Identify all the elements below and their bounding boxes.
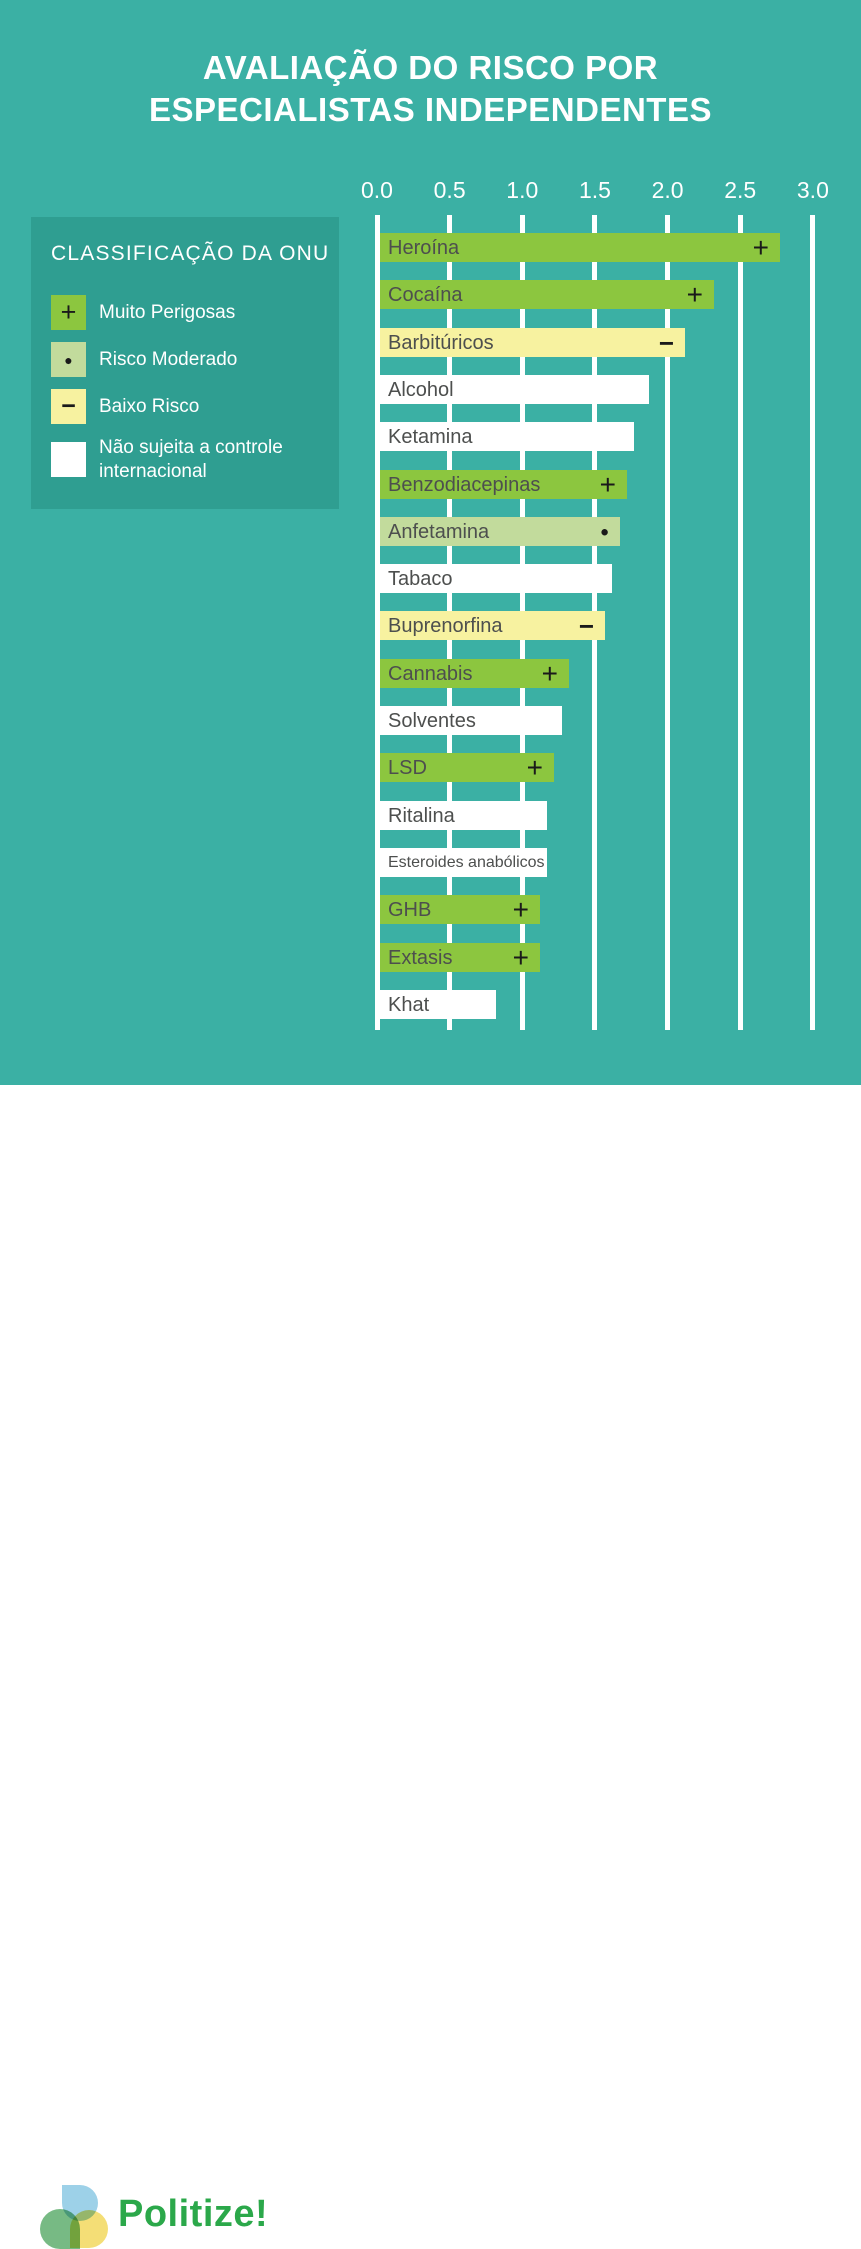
axis-tick-label: 2.0 — [651, 177, 684, 203]
minus-icon: − — [61, 392, 76, 420]
bar-label: Barbitúricos — [388, 331, 494, 354]
plus-icon: + — [541, 657, 558, 689]
legend-title: CLASSIFICAÇÃO DA ONU — [51, 242, 330, 265]
dot-icon: ● — [599, 523, 609, 540]
bar-row — [380, 895, 540, 924]
bar-row — [380, 375, 649, 404]
legend-label: Muito Perigosas — [99, 301, 236, 323]
bar-label: Ketamina — [388, 425, 473, 448]
bar-label: Solventes — [388, 709, 476, 732]
gridline — [738, 215, 743, 1030]
bar-row — [380, 753, 554, 782]
bar-row — [380, 517, 620, 546]
bar-row — [380, 422, 634, 451]
plus-icon: + — [752, 231, 769, 263]
plus-icon: + — [526, 751, 543, 783]
legend-label: Risco Moderado — [99, 348, 238, 370]
politize-logo-icon — [40, 2183, 110, 2249]
bar-label: Cannabis — [388, 662, 473, 685]
bar-label: Buprenorfina — [388, 614, 503, 637]
bar-row — [380, 706, 562, 735]
gridline — [375, 215, 380, 1030]
axis-tick-label: 1.0 — [506, 177, 539, 203]
dot-icon: ● — [64, 351, 73, 368]
bar-label: Alcohol — [388, 378, 454, 401]
bar-row — [380, 328, 685, 357]
minus-icon: − — [658, 327, 674, 358]
legend-label: Baixo Risco — [99, 395, 200, 417]
bar-row — [380, 280, 714, 309]
brand-name: Politize! — [118, 2193, 269, 2235]
plus-icon: + — [686, 278, 703, 310]
bar-label: Extasis — [388, 946, 453, 969]
bar-row — [380, 611, 605, 640]
plus-icon: + — [512, 941, 529, 973]
bar-label: Cocaína — [388, 283, 463, 306]
bar-row — [380, 990, 496, 1019]
bar-row — [380, 470, 627, 499]
bar-row — [380, 943, 540, 972]
bar-row — [380, 848, 547, 877]
bar-label: Benzodiacepinas — [388, 473, 541, 496]
bar-row — [380, 564, 612, 593]
chart-area — [0, 0, 861, 1085]
axis-tick-label: 0.5 — [433, 177, 466, 203]
bar-label: Khat — [388, 993, 430, 1016]
plus-icon: + — [599, 468, 616, 500]
axis-tick-label: 2.5 — [724, 177, 757, 203]
bar-row — [380, 659, 569, 688]
footer — [0, 1085, 861, 2235]
minus-icon: − — [578, 610, 594, 641]
bar-label: LSD — [388, 756, 427, 779]
bar-label: Heroína — [388, 236, 460, 259]
axis-tick-label: 3.0 — [796, 177, 829, 203]
gridline — [810, 215, 815, 1030]
legend-label: Não sujeita a controle internacional — [99, 437, 283, 482]
page-title-line2: ESPECIALISTAS INDEPENDENTES — [149, 90, 712, 128]
plus-icon: + — [512, 893, 529, 925]
plus-icon: + — [60, 297, 77, 327]
axis-tick-label: 1.5 — [578, 177, 611, 203]
page-title-line1: AVALIAÇÃO DO RISCO POR — [202, 49, 659, 86]
bar-label: GHB — [388, 898, 432, 921]
bar-label: Anfetamina — [388, 520, 490, 543]
bar-label: Esteroides anabólicos — [388, 853, 545, 871]
axis-tick-label: 0.0 — [361, 177, 393, 203]
bar-row — [380, 233, 780, 262]
bar-row — [380, 801, 547, 830]
speech-bubble-yellow-icon — [70, 2210, 108, 2248]
bar-label: Ritalina — [388, 804, 455, 827]
bar-label: Tabaco — [388, 567, 453, 590]
